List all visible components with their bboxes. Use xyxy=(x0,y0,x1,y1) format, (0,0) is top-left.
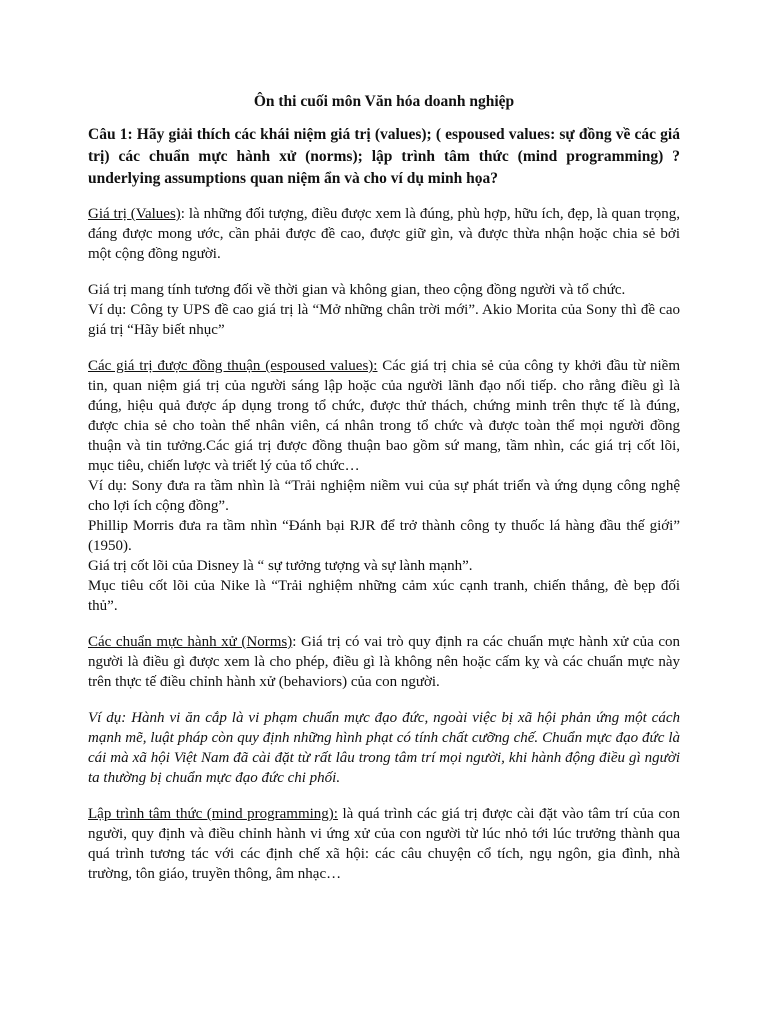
espoused-definition xyxy=(88,356,680,476)
norms-example-section xyxy=(88,708,680,788)
espoused-example-2: Phillip Morris đưa ra tầm nhìn “Đánh bại RJR để trở thành công ty thuốc lá hàng đầu thế giới” (1950). xyxy=(88,518,680,554)
espoused-example-1: Ví dụ: Sony đưa ra tầm nhìn là “Trải nghiệm niềm vui của sự phát triển và ứng dụng công nghệ cho lợi ích cộng đồng”. xyxy=(88,478,680,514)
values-definition xyxy=(88,204,680,264)
norms-example: Ví dụ: Hành vi ăn cắp là vi phạm chuẩn mực đạo đức, ngoài việc bị xã hội phản ứng một cách mạnh mẽ, luật pháp còn quy định những hình phạt có tính chất cưỡng chế. Chuẩn mực đạo đức là cái mà xã hội Việt Nam đã cài đặt từ rất lâu trong tâm trí mọi người, khi hành động điều gì người ta thường bị chuẩn mực đạo đức chi phối. xyxy=(88,710,680,786)
mind-term: Lập trình tâm thức (mind programming): xyxy=(88,806,338,822)
mind-definition-text: là quá trình các giá trị được cài đặt vào tâm trí của con người, quy định và điều chỉnh hành vi ứng xử của con người từ lúc nhỏ tới lúc trưởng thành qua quá trình tương tác với các định chế xã hội: các câu chuyện cổ tích, ngụ ngôn, gia đình, nhà trường, tôn giáo, truyền thông, âm nhạc… xyxy=(88,806,680,882)
values-definition-text: : là những đối tượng, điều được xem là đúng, phù hợp, hữu ích, đẹp, là quan trọng, đáng được mong ước, cần phải được đề cao, được giữ gìn, và được thừa nhận hoặc chia sẻ bởi một cộng đồng người. xyxy=(88,206,681,262)
document-page xyxy=(88,92,680,900)
values-section xyxy=(88,204,680,264)
norms-definition xyxy=(88,632,680,692)
values-relative-section xyxy=(88,280,680,340)
norms-definition-text: : Giá trị có vai trò quy định ra các chuẩn mực hành xử của con người là điều gì được xem là cho phép, điều gì là không nên hoặc cấm kỵ và các chuẩn mực này trên thực tế điều chỉnh hành xử (behaviors) của con người. xyxy=(88,634,680,690)
mind-definition xyxy=(88,804,680,884)
mind-section xyxy=(88,804,680,884)
question-1: Câu 1: Hãy giải thích các khái niệm giá trị (values); ( espoused values: sự đồng về các giá trị) các chuẩn mực hành xử (norms); lập trình tâm thức (mind programming) ? underlying assumptions quan niệm ẩn và cho ví dụ minh họa? xyxy=(88,126,680,187)
espoused-example-4: Mục tiêu cốt lõi của Nike là “Trải nghiệm những cảm xúc cạnh tranh, chiến thắng, đè bẹp đối thủ”. xyxy=(88,578,680,614)
espoused-example-3: Giá trị cốt lõi của Disney là “ sự tưởng tượng và sự lành mạnh”. xyxy=(88,558,473,574)
espoused-definition-text: Các giá trị chia sẻ của công ty khởi đầu từ niềm tin, quan niệm giá trị của người sáng lập hoặc của người lãnh đạo nối tiếp. cho rằng điều gì là đúng, hiệu quả được áp dụng trong tổ chức, được thử thách, chứng minh trên thực tế là đúng, được chia sẻ cho toàn thể nhân viên, cá nhân trong tổ chức và được toàn thể mọi người đồng thuận và tin tưởng.Các giá trị được đồng thuận bao gồm sứ mang, tầm nhìn, các giá trị cốt lõi, mục tiêu, chiến lược và triết lý của tổ chức… xyxy=(88,358,680,474)
document-title: Ôn thi cuối môn Văn hóa doanh nghiệp xyxy=(253,93,515,110)
espoused-term: Các giá trị được đồng thuận (espoused values): xyxy=(88,358,378,374)
values-term: Giá trị (Values) xyxy=(88,206,181,222)
norms-term: Các chuẩn mực hành xử (Norms) xyxy=(88,634,293,650)
espoused-section xyxy=(88,356,680,616)
norms-section xyxy=(88,632,680,692)
values-relative: Giá trị mang tính tương đối về thời gian và không gian, theo cộng đồng người và tổ chức. xyxy=(88,282,626,298)
values-example: Ví dụ: Công ty UPS đề cao giá trị là “Mở những chân trời mới”. Akio Morita của Sony thì đề cao giá trị “Hãy biết nhục” xyxy=(88,302,680,338)
